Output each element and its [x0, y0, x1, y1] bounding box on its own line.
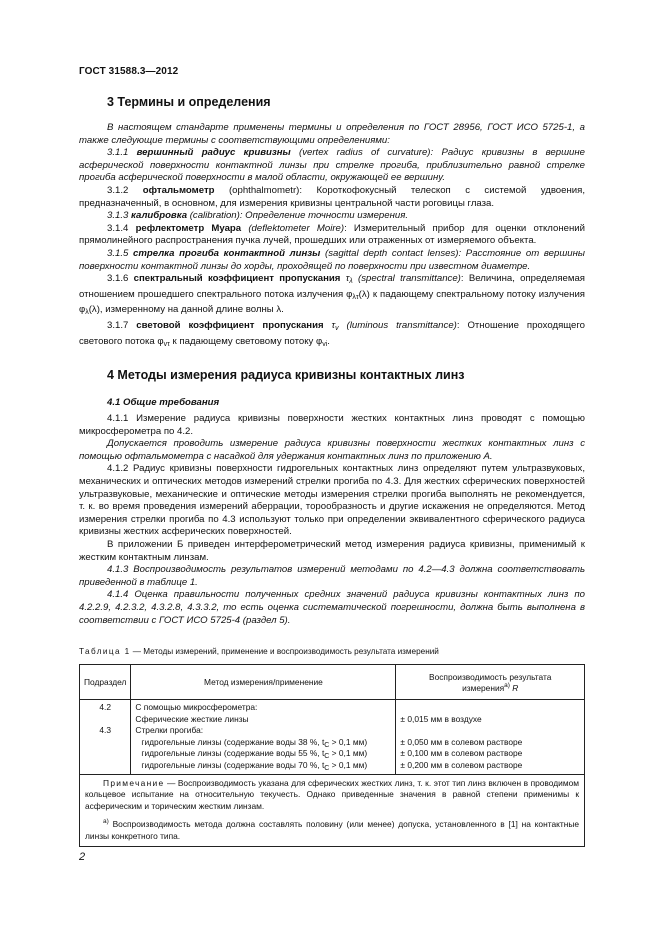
section-3-intro: В настоящем стандарте применены термины и определения по ГОСТ 28956, ГОСТ ИСО 5725-1, а также следующие термины с соответствующими определениями: [79, 122, 585, 146]
table-note: Примечание — Воспроизводимость указана для сферических жестких линз, т. к. этот тип линз включен в проводимом кольцевое испытание на относительную текучесть. Однако приведенные значения в равной степени применимы к асферическим и торическим жестким линзам. $^{а)}$ Воспроизводимость метода должна составлять половину (или менее) допуска, установленного в [1] на контактные линзы конкретного типа. [80, 774, 585, 846]
table-footnote: $^{а)}$ Воспроизводимость метода должна составлять половину (или менее) допуска, установленного в [1] на контактные линзы конкретного типа. [85, 818, 579, 841]
subsection-4-1-title: 4.1 Общие требования [107, 397, 220, 408]
col-header-section: Подраздел [80, 665, 131, 700]
table-row [80, 700, 585, 775]
table-header-row [80, 665, 585, 700]
col-header-method: Метод измерения/применение [131, 665, 396, 700]
method-cell: С помощью микросферометра: Сферические жесткие линзы Стрелки прогиба: гидрогельные линзы (содержание воды 38 %, $t_C > 0,1$ мм) гидрогельные линзы (содержание воды 55 %, $t_C > 0,1$ мм) гидрогельные линзы (содержание воды 70 %, $t_C > 0,1$ мм) [131, 700, 396, 775]
section-cell: 4.2 4.3 [80, 700, 131, 775]
para-4-1-2: 4.1.2 Радиус кривизны поверхности гидрогельных контактных линз определяют путем ультразвуковых, механических и оптических методов измерений стрелки прогиба по 4.3. Для жестких сферических поверхностей ультразвуковые, механические и оптические методы измерения стрелки прогиба выполнять не рекомендуется, т. к. во время проведения измерений аберрации, торообразность и другие искажения не определяются. Метод измерения стрелки прогиба по 4.3 используют только при определении эквивалентного сферического радиуса кривизны жестких асферических поверхностей. [79, 463, 585, 538]
term-3-1-6: 3.1.6 спектральный коэффициент пропускания $\tau_\lambda$ (spectral transmittance): Величина, определяемая отношением прошедшего спектрального потока излучения $\varphi_{\lambda\tau}(\lambda)$ к падающему спектральному потоку излучения $\varphi_\lambda(\lambda)$, измеренному на данной длине волны λ. [79, 273, 586, 317]
table-caption: Таблица 1 — Методы измерений, применение и воспроизводимость результата измерений [79, 647, 439, 656]
section-3-body [79, 122, 585, 351]
para-4-1-3: 4.1.3 Воспроизводимость результатов измерений методами по 4.2—4.3 должна соответствовать приведенной в таблице 1. [79, 564, 585, 588]
document-header: ГОСТ 31588.3—2012 [79, 66, 179, 77]
para-4-1-1b: Допускается проводить измерение радиуса кривизны поверхности жестких контактных линз с помощью офтальмометра с насадкой для удержания контактных линз по приложению А. [79, 438, 585, 462]
para-4-1-4: 4.1.4 Оценка правильности полученных средних значений радиуса кривизны контактных линз по 4.2.2.9, 4.2.3.2, 4.3.2.8, 4.3.3.2, то есть оценка систематической погрешности, должна быть выполнена в соответствии с ГОСТ ИСО 5725-4 (раздел 5). [79, 589, 585, 626]
para-4-1-2b: В приложении Б приведен интерферометрический метод измерения радиуса кривизны, применимый к жестким контактным линзам. [79, 538, 585, 563]
page-number: 2 [79, 851, 86, 863]
table-note-row [80, 774, 585, 846]
para-4-1-1: 4.1.1 Измерение радиуса кривизны поверхности жестких контактных линз проводят с помощью микросферометра по 4.2. [79, 413, 585, 437]
reproducibility-cell: ± 0,015 мм в воздухе ± 0,050 мм в солевом растворе ± 0,100 мм в солевом растворе ± 0,200 мм в солевом растворе [396, 700, 585, 775]
term-3-1-5: 3.1.5 стрелка прогиба контактной линзы (sagittal depth contact lenses): Расстояние от вершины поверхности контактной линзы до хорды, проходящей по поверхности при известном диаметре. [79, 247, 585, 272]
term-3-1-7: 3.1.7 световой коэффициент пропускания $\tau_v$ (luminous transmittance): Отношение проходящего светового потока $\varphi_{v\tau}$ к падающему световому потоку $\varphi_{vi}$. [79, 319, 586, 348]
section-4-title: 4 Методы измерения радиуса кривизны контактных линз [107, 368, 465, 382]
section-3-title: 3 Термины и определения [107, 95, 271, 109]
term-3-1-3: 3.1.3 калибровка (calibration): Определение точности измерения. [107, 210, 408, 222]
col-header-reproducibility: Воспроизводимость результата измерения$^{а)}$ R [396, 665, 585, 700]
section-4-body [79, 413, 585, 627]
term-3-1-2: 3.1.2 офтальмометр (ophthalmometr): Короткофокусный телескоп с системой удвоения, предназначенный, в основном, для измерения кривизны центральной части роговицы глаза. [79, 184, 585, 209]
measurement-table [79, 664, 585, 847]
term-3-1-4: 3.1.4 рефлектометр Муара (deflektometer Moire): Измерительный прибор для оценки отклонений прямолинейного распространения пучка лучей, прошедших или отраженных от измеряемого объекта. [79, 222, 586, 247]
term-3-1-1: 3.1.1 вершинный радиус кривизны (vertex radius of curvature): Радиус кривизны в вершине асферической поверхности контактной линзы при стрелке прогиба, приблизительно равной стрелке прогиба асферической поверхности в малой области, окружающей ее вершину. [79, 147, 585, 184]
